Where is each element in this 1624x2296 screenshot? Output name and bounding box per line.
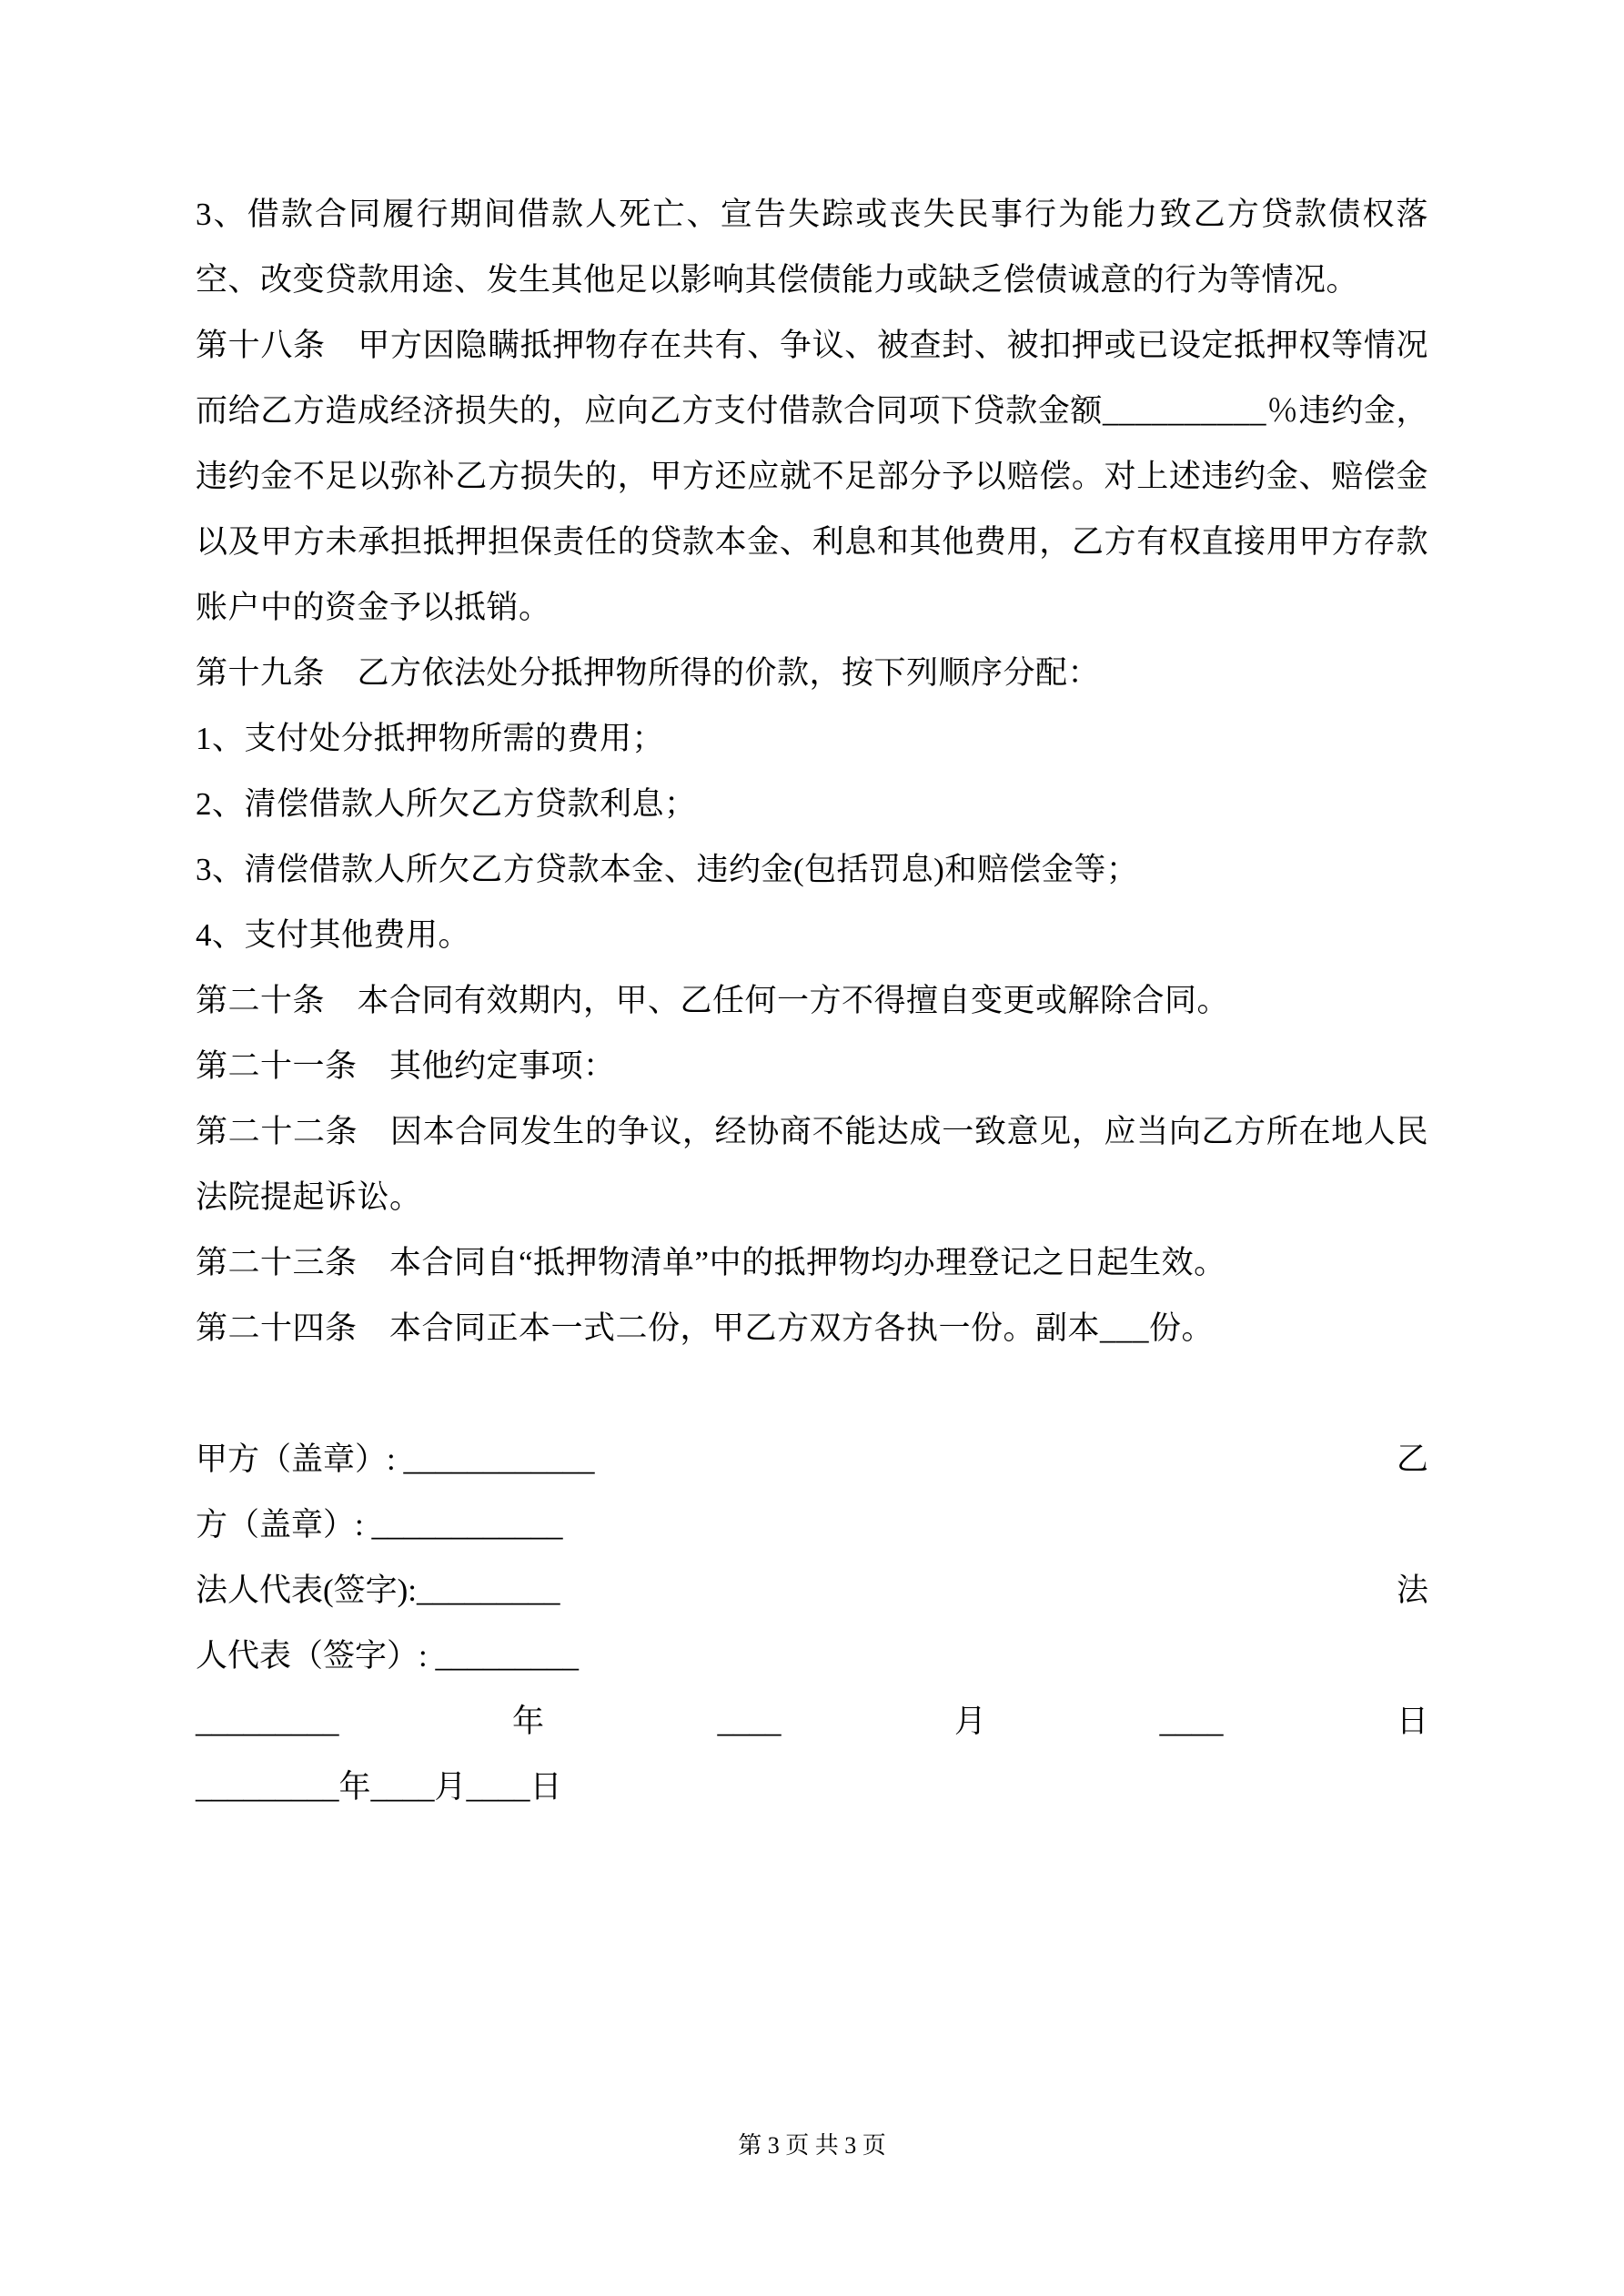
signature-block <box>196 1427 1428 1820</box>
clause-17-item-3: 3、借款合同履行期间借款人死亡、宣告失踪或丧失民事行为能力致乙方贷款债权落空、改变贷款用途、发生其他足以影响其偿债能力或缺乏偿债诚意的行为等情况。 <box>196 197 1428 298</box>
party-a-seal-row <box>196 1427 1428 1492</box>
clause-19-item-1: 1、支付处分抵押物所需的费用； <box>196 721 665 756</box>
date-day-label: 日 <box>1396 1704 1428 1739</box>
party-a-seal-label: 甲方（盖章）: ____________ <box>196 1441 595 1477</box>
contract-page-body <box>196 182 1428 1820</box>
clause-19-item-4: 4、支付其他费用。 <box>196 917 471 953</box>
clause-19-item-3: 3、清偿借款人所欠乙方贷款本金、违约金(包括罚息)和赔偿金等； <box>196 852 1139 887</box>
date-line-compact <box>196 1755 1428 1820</box>
date-year-label: 年 <box>511 1704 544 1739</box>
clause-21: 第二十一条 其他约定事项： <box>196 1048 616 1084</box>
date-line-spread <box>196 1689 1428 1755</box>
rep-b-signature-wrap-char: 法 <box>1396 1573 1428 1608</box>
clause-19-item-2: 2、清偿借款人所欠乙方贷款利息； <box>196 786 697 822</box>
rep-a-signature-row <box>196 1558 1428 1623</box>
rep-b-signature-label: 人代表（签字）: _________ <box>196 1638 579 1674</box>
clause-20: 第二十条 本合同有效期内，甲、乙任何一方不得擅自变更或解除合同。 <box>196 983 1230 1018</box>
date-blank-month: ____ <box>717 1704 782 1739</box>
rep-a-signature-label: 法人代表(签字):_________ <box>196 1573 560 1608</box>
party-b-seal-label: 方（盖章）: ____________ <box>196 1507 563 1542</box>
clause-19: 第十九条 乙方依法处分抵押物所得的价款，按下列顺序分配： <box>196 655 1101 691</box>
date-blank-year: _________ <box>196 1704 339 1739</box>
clause-23: 第二十三条 本合同自“抵押物清单”中的抵押物均办理登记之日起生效。 <box>196 1245 1226 1280</box>
clause-24: 第二十四条 本合同正本一式二份，甲乙方双方各执一份。副本___份。 <box>196 1310 1215 1346</box>
clause-22: 第二十二条 因本合同发生的争议，经协商不能达成一致意见，应当向乙方所在地人民法院提起诉讼。 <box>196 1114 1428 1215</box>
date-blank-day: ____ <box>1159 1704 1224 1739</box>
party-b-seal-row <box>196 1492 1428 1558</box>
party-b-seal-wrap-char: 乙 <box>1396 1441 1428 1477</box>
rep-b-signature-row <box>196 1623 1428 1689</box>
clause-18: 第十八条 甲方因隐瞒抵押物存在共有、争议、被查封、被扣押或已设定抵押权等情况而给乙方造成经济损失的，应向乙方支付借款合同项下贷款金额__________％违约金，违约金不足以弥补乙方损失的，甲方还应就不足部分予以赔偿。对上述违约金、赔偿金以及甲方未承担抵押担保责任的贷款本金、利息和其他费用，乙方有权直接用甲方存款账户中的资金予以抵销。 <box>196 328 1428 625</box>
date-line-compact-text: _________年____月____日 <box>196 1769 562 1805</box>
page-number-footer: 第 3 页 共 3 页 <box>738 2132 886 2159</box>
date-month-label: 月 <box>953 1704 986 1739</box>
